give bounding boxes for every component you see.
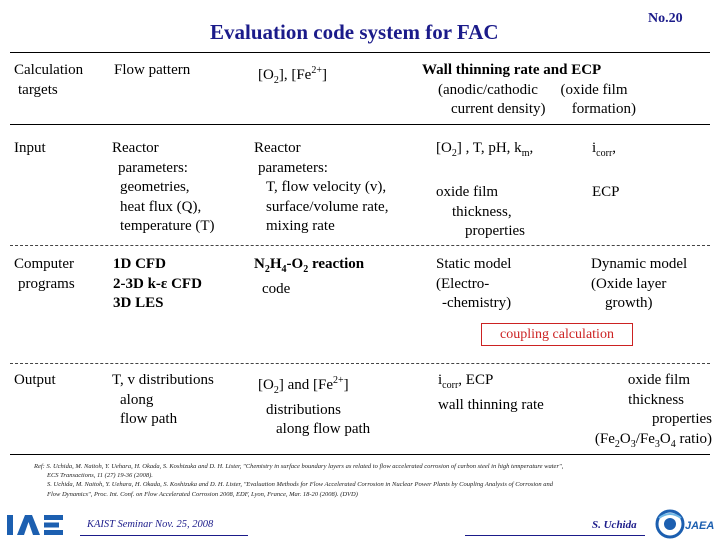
target-concentrations: $[O_2]$, $[Fe^{2+}]$	[258, 65, 327, 86]
iae-logo	[5, 512, 67, 538]
references: Ref: S. Uchida, M. Naitoh, Y. Uehara, H. Okada, S. Koshizuka and D. H. Lister, "Chemistry in surface boundary layers as related to flow accelerated corrosion of carbon steel in high temperature water", ECS Transactions, 11 (27) 19-36 (2008). S. Uchida, M. Naitoh, Y. Uehara, H. Okada, S. Koshizuka and D. H. Lister, "Evaluation Methods for Flow Accelerated Corrosion in Nuclear Power Plants by Coupling Analysis of Corrosion and Flow Dynamics", Proc. Int. Conf. on Flow Accelerated Corrosion 2008, EDF, Lyon, France, Mar. 18-20 (2008). (DVD)	[34, 463, 564, 498]
input-corrosion: $i_{corr}$, ECP	[592, 140, 620, 200]
svg-text:JAEA: JAEA	[685, 520, 715, 532]
program-reaction-code: $N_2H_4-O_2$ reaction code	[254, 256, 365, 297]
output-corrosion: $i_{corr}$, ECP wall thinning rate	[438, 372, 544, 413]
input-chemistry: $[O_2]$ , T, pH, $k_m$, oxide film thickness, properties	[436, 140, 534, 239]
row-label-programs: Computer programs	[14, 256, 75, 292]
target-flow-pattern: Flow pattern	[114, 62, 191, 78]
bottom-divider	[10, 454, 710, 455]
row-divider	[10, 363, 710, 364]
output-oxide-film: oxide film thickness properties ($Fe_2O_3/Fe_3O_4$ ratio)	[594, 372, 712, 450]
output-concentrations: $[O_2]$ and $[Fe^{2+}]$ distributions along flow path	[258, 375, 371, 437]
footer-underline-left	[80, 535, 248, 536]
target-wall-thinning: Wall thinning rate and ECP (anodic/cathodic (oxide film current density) formation)	[422, 62, 636, 117]
slide-title: Evaluation code system for FAC	[210, 20, 499, 44]
row-label-targets: Calculation targets	[14, 62, 84, 98]
input-reactor-params: Reactor parameters: geometries, heat flux (Q), temperature (T)	[112, 140, 215, 234]
header-divider	[10, 52, 710, 53]
jaea-logo	[655, 508, 719, 540]
slide-number: No.20	[648, 11, 683, 26]
output-distributions: T, v distributions along flow path	[112, 372, 214, 427]
row-divider	[10, 245, 710, 246]
footer-underline-right	[465, 535, 645, 536]
coupling-calculation-box: coupling calculation	[481, 323, 633, 346]
row-divider	[10, 124, 710, 125]
footer-seminar: KAIST Seminar Nov. 25, 2008	[87, 519, 214, 530]
program-dynamic-model: Dynamic model (Oxide layer growth)	[591, 256, 688, 311]
row-label-input: Input	[14, 140, 46, 156]
footer-author: S. Uchida	[592, 519, 637, 531]
row-label-output: Output	[14, 372, 56, 388]
program-static-model: Static model (Electro- -chemistry)	[436, 256, 512, 311]
input-flow-params: Reactor parameters: T, flow velocity (v), surface/volume rate, mixing rate	[254, 140, 389, 234]
program-cfd: 1D CFD 2-3D k-ε CFD 3D LES	[113, 256, 202, 311]
